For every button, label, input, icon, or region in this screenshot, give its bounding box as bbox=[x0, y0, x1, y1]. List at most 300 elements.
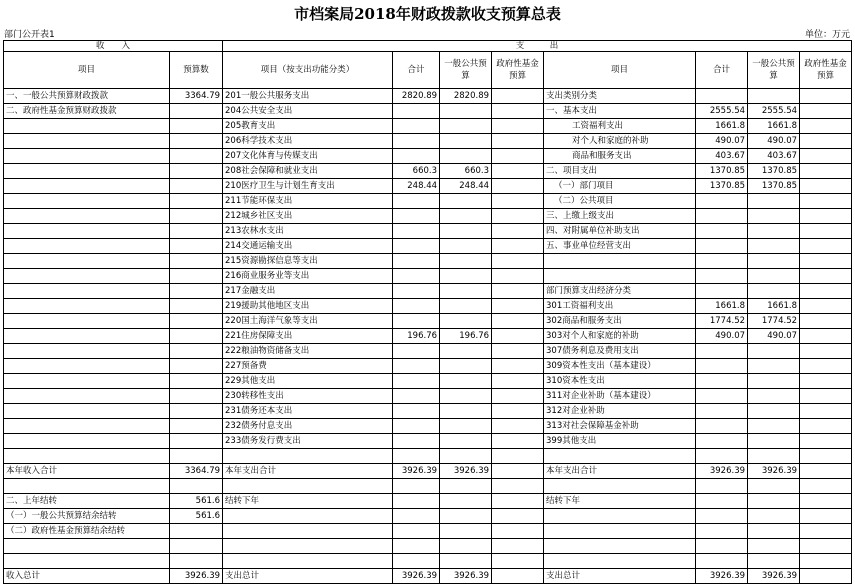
form-number: 部门公开表1 bbox=[4, 30, 55, 40]
econ-fund bbox=[800, 494, 852, 509]
func-fund bbox=[492, 494, 544, 509]
econ-fund bbox=[800, 89, 852, 104]
func-total bbox=[393, 344, 440, 359]
econ-item: 三、上缴上级支出 bbox=[544, 209, 696, 224]
income-value bbox=[170, 404, 223, 419]
econ-total: 2555.54 bbox=[696, 104, 748, 119]
econ-total bbox=[696, 449, 748, 464]
econ-item: 311对企业补助（基本建设） bbox=[544, 389, 696, 404]
func-fund bbox=[492, 479, 544, 494]
table-row bbox=[4, 284, 852, 299]
func-fund bbox=[492, 119, 544, 134]
econ-total: 490.07 bbox=[696, 134, 748, 149]
econ-general bbox=[748, 419, 800, 434]
econ-item: 302商品和服务支出 bbox=[544, 314, 696, 329]
func-general bbox=[440, 509, 492, 524]
econ-total: 1661.8 bbox=[696, 119, 748, 134]
econ-total bbox=[696, 209, 748, 224]
econ-fund bbox=[800, 464, 852, 479]
func-fund bbox=[492, 299, 544, 314]
table-row bbox=[4, 524, 852, 539]
econ-item bbox=[544, 539, 696, 554]
table-row bbox=[4, 434, 852, 449]
func-item: 205教育支出 bbox=[223, 119, 393, 134]
func-fund bbox=[492, 569, 544, 584]
income-item bbox=[4, 194, 170, 209]
table-row bbox=[4, 359, 852, 374]
econ-total: 403.67 bbox=[696, 149, 748, 164]
econ-fund bbox=[800, 329, 852, 344]
table-row bbox=[4, 239, 852, 254]
income-value bbox=[170, 104, 223, 119]
func-total: 3926.39 bbox=[393, 569, 440, 584]
income-item bbox=[4, 179, 170, 194]
table-row bbox=[4, 254, 852, 269]
econ-fund bbox=[800, 359, 852, 374]
func-item: 207文化体育与传媒支出 bbox=[223, 149, 393, 164]
income-item bbox=[4, 329, 170, 344]
econ-fund bbox=[800, 539, 852, 554]
func-item: 213农林水支出 bbox=[223, 224, 393, 239]
income-item bbox=[4, 209, 170, 224]
table-body bbox=[4, 41, 852, 584]
econ-item: 商品和服务支出 bbox=[544, 149, 696, 164]
econ-fund bbox=[800, 104, 852, 119]
header-fund: 政府性基金预算 bbox=[492, 52, 544, 89]
income-value bbox=[170, 179, 223, 194]
func-fund bbox=[492, 134, 544, 149]
func-general: 660.3 bbox=[440, 164, 492, 179]
func-general: 3926.39 bbox=[440, 464, 492, 479]
func-total bbox=[393, 224, 440, 239]
func-total bbox=[393, 104, 440, 119]
econ-general bbox=[748, 209, 800, 224]
func-item: 217金融支出 bbox=[223, 284, 393, 299]
income-value bbox=[170, 434, 223, 449]
func-fund bbox=[492, 524, 544, 539]
income-item: 一、一般公共预算财政拨款 bbox=[4, 89, 170, 104]
func-general: 248.44 bbox=[440, 179, 492, 194]
func-general bbox=[440, 269, 492, 284]
econ-fund bbox=[800, 569, 852, 584]
econ-item: 本年支出合计 bbox=[544, 464, 696, 479]
table-row bbox=[4, 209, 852, 224]
econ-general bbox=[748, 194, 800, 209]
func-item: 232债务付息支出 bbox=[223, 419, 393, 434]
func-general bbox=[440, 224, 492, 239]
income-value bbox=[170, 359, 223, 374]
func-item: 本年支出合计 bbox=[223, 464, 393, 479]
func-fund bbox=[492, 344, 544, 359]
income-value: 3926.39 bbox=[170, 569, 223, 584]
header-general2: 一般公共预算 bbox=[748, 52, 800, 89]
func-general bbox=[440, 539, 492, 554]
header-general: 一般公共预算 bbox=[440, 52, 492, 89]
income-value: 3364.79 bbox=[170, 464, 223, 479]
econ-item: 312对企业补助 bbox=[544, 404, 696, 419]
func-item: 结转下年 bbox=[223, 494, 393, 509]
econ-fund bbox=[800, 284, 852, 299]
table-row bbox=[4, 389, 852, 404]
func-general bbox=[440, 524, 492, 539]
econ-fund bbox=[800, 554, 852, 569]
unit-label: 单位：万元 bbox=[804, 30, 850, 40]
func-item: 222粮油物资储备支出 bbox=[223, 344, 393, 359]
func-fund bbox=[492, 179, 544, 194]
econ-total bbox=[696, 419, 748, 434]
func-item: 219援助其他地区支出 bbox=[223, 299, 393, 314]
econ-fund bbox=[800, 524, 852, 539]
income-value bbox=[170, 134, 223, 149]
func-item: 211节能环保支出 bbox=[223, 194, 393, 209]
econ-general bbox=[748, 269, 800, 284]
income-value bbox=[170, 224, 223, 239]
func-total bbox=[393, 524, 440, 539]
econ-item: 部门预算支出经济分类 bbox=[544, 284, 696, 299]
func-fund bbox=[492, 509, 544, 524]
econ-total bbox=[696, 374, 748, 389]
func-fund bbox=[492, 164, 544, 179]
func-fund bbox=[492, 149, 544, 164]
func-general bbox=[440, 209, 492, 224]
func-fund bbox=[492, 194, 544, 209]
func-item: 208社会保障和就业支出 bbox=[223, 164, 393, 179]
econ-general: 1661.8 bbox=[748, 299, 800, 314]
func-fund bbox=[492, 209, 544, 224]
func-total: 248.44 bbox=[393, 179, 440, 194]
econ-item bbox=[544, 554, 696, 569]
econ-fund bbox=[800, 389, 852, 404]
income-value: 3364.79 bbox=[170, 89, 223, 104]
econ-general: 3926.39 bbox=[748, 464, 800, 479]
func-general bbox=[440, 554, 492, 569]
econ-item: 支出类别分类 bbox=[544, 89, 696, 104]
func-fund bbox=[492, 449, 544, 464]
func-general bbox=[440, 299, 492, 314]
econ-fund bbox=[800, 149, 852, 164]
income-value: 561.6 bbox=[170, 509, 223, 524]
table-row bbox=[4, 119, 852, 134]
func-fund bbox=[492, 284, 544, 299]
income-item bbox=[4, 479, 170, 494]
func-general bbox=[440, 134, 492, 149]
header-item: 项目 bbox=[4, 52, 170, 89]
econ-general: 2555.54 bbox=[748, 104, 800, 119]
econ-total bbox=[696, 554, 748, 569]
econ-total: 1774.52 bbox=[696, 314, 748, 329]
table-row bbox=[4, 539, 852, 554]
income-value bbox=[170, 554, 223, 569]
econ-general bbox=[748, 479, 800, 494]
func-item: 227预备费 bbox=[223, 359, 393, 374]
func-total bbox=[393, 239, 440, 254]
func-total bbox=[393, 434, 440, 449]
econ-item: 399其他支出 bbox=[544, 434, 696, 449]
func-total bbox=[393, 509, 440, 524]
func-item: 206科学技术支出 bbox=[223, 134, 393, 149]
econ-fund bbox=[800, 179, 852, 194]
econ-fund bbox=[800, 209, 852, 224]
func-general bbox=[440, 194, 492, 209]
econ-fund bbox=[800, 374, 852, 389]
income-item bbox=[4, 419, 170, 434]
income-item bbox=[4, 434, 170, 449]
table-row bbox=[4, 554, 852, 569]
func-general bbox=[440, 434, 492, 449]
func-total bbox=[393, 284, 440, 299]
func-fund bbox=[492, 419, 544, 434]
income-value bbox=[170, 419, 223, 434]
income-item bbox=[4, 374, 170, 389]
income-item: 本年收入合计 bbox=[4, 464, 170, 479]
econ-item: 支出总计 bbox=[544, 569, 696, 584]
income-item: （二）政府性基金预算结余结转 bbox=[4, 524, 170, 539]
table-row bbox=[4, 449, 852, 464]
header-fund2: 政府性基金预算 bbox=[800, 52, 852, 89]
econ-fund bbox=[800, 134, 852, 149]
income-item bbox=[4, 119, 170, 134]
income-item bbox=[4, 539, 170, 554]
econ-item: 对个人和家庭的补助 bbox=[544, 134, 696, 149]
income-value bbox=[170, 314, 223, 329]
econ-item bbox=[544, 449, 696, 464]
func-total bbox=[393, 359, 440, 374]
income-item: （一）一般公共预算结余结转 bbox=[4, 509, 170, 524]
func-item: 210医疗卫生与计划生育支出 bbox=[223, 179, 393, 194]
econ-fund bbox=[800, 194, 852, 209]
econ-general: 1370.85 bbox=[748, 179, 800, 194]
econ-fund bbox=[800, 164, 852, 179]
func-fund bbox=[492, 359, 544, 374]
income-value bbox=[170, 269, 223, 284]
func-item: 230转移性支出 bbox=[223, 389, 393, 404]
func-total: 3926.39 bbox=[393, 464, 440, 479]
func-item bbox=[223, 539, 393, 554]
econ-item: 310资本性支出 bbox=[544, 374, 696, 389]
func-item: 204公共安全支出 bbox=[223, 104, 393, 119]
econ-total bbox=[696, 479, 748, 494]
func-general bbox=[440, 284, 492, 299]
income-item bbox=[4, 224, 170, 239]
econ-general bbox=[748, 449, 800, 464]
econ-total bbox=[696, 434, 748, 449]
func-general bbox=[440, 404, 492, 419]
econ-total bbox=[696, 524, 748, 539]
income-item bbox=[4, 344, 170, 359]
income-value: 561.6 bbox=[170, 494, 223, 509]
econ-general: 490.07 bbox=[748, 329, 800, 344]
header-func-item: 项目（按支出功能分类） bbox=[223, 52, 393, 89]
econ-general bbox=[748, 344, 800, 359]
econ-general bbox=[748, 374, 800, 389]
func-general bbox=[440, 449, 492, 464]
econ-total bbox=[696, 224, 748, 239]
income-item bbox=[4, 239, 170, 254]
econ-total bbox=[696, 344, 748, 359]
econ-fund bbox=[800, 434, 852, 449]
econ-total bbox=[696, 89, 748, 104]
econ-total bbox=[696, 389, 748, 404]
table-row bbox=[4, 179, 852, 194]
header-budget: 预算数 bbox=[170, 52, 223, 89]
page-title: 市档案局2018年财政拨款收支预算总表 bbox=[294, 5, 561, 23]
func-item: 支出总计 bbox=[223, 569, 393, 584]
func-fund bbox=[492, 224, 544, 239]
income-item: 收入总计 bbox=[4, 569, 170, 584]
func-item: 215资源勘探信息等支出 bbox=[223, 254, 393, 269]
econ-total bbox=[696, 194, 748, 209]
econ-total bbox=[696, 539, 748, 554]
econ-general bbox=[748, 509, 800, 524]
econ-general bbox=[748, 494, 800, 509]
func-general bbox=[440, 359, 492, 374]
income-item bbox=[4, 269, 170, 284]
func-item: 229其他支出 bbox=[223, 374, 393, 389]
income-item bbox=[4, 404, 170, 419]
econ-general bbox=[748, 389, 800, 404]
func-item bbox=[223, 449, 393, 464]
income-item bbox=[4, 254, 170, 269]
econ-total bbox=[696, 254, 748, 269]
income-value bbox=[170, 524, 223, 539]
table-row bbox=[4, 329, 852, 344]
func-item bbox=[223, 509, 393, 524]
header-total: 合计 bbox=[393, 52, 440, 89]
econ-general bbox=[748, 89, 800, 104]
econ-item: 309资本性支出（基本建设） bbox=[544, 359, 696, 374]
econ-general: 403.67 bbox=[748, 149, 800, 164]
econ-item: 313对社会保障基金补助 bbox=[544, 419, 696, 434]
econ-item: 一、基本支出 bbox=[544, 104, 696, 119]
func-general: 2820.89 bbox=[440, 89, 492, 104]
econ-total bbox=[696, 269, 748, 284]
econ-item: 303对个人和家庭的补助 bbox=[544, 329, 696, 344]
func-item: 212城乡社区支出 bbox=[223, 209, 393, 224]
header-item2: 项目 bbox=[544, 52, 696, 89]
table-row bbox=[4, 194, 852, 209]
econ-general bbox=[748, 359, 800, 374]
func-fund bbox=[492, 104, 544, 119]
income-value bbox=[170, 254, 223, 269]
econ-general: 3926.39 bbox=[748, 569, 800, 584]
econ-general bbox=[748, 254, 800, 269]
econ-item bbox=[544, 254, 696, 269]
table-row bbox=[4, 104, 852, 119]
func-total bbox=[393, 254, 440, 269]
income-value bbox=[170, 194, 223, 209]
econ-general bbox=[748, 224, 800, 239]
func-general bbox=[440, 239, 492, 254]
func-total bbox=[393, 269, 440, 284]
income-item bbox=[4, 554, 170, 569]
income-value bbox=[170, 449, 223, 464]
econ-total: 1661.8 bbox=[696, 299, 748, 314]
func-fund bbox=[492, 269, 544, 284]
econ-total bbox=[696, 404, 748, 419]
func-general bbox=[440, 254, 492, 269]
func-general bbox=[440, 419, 492, 434]
func-general: 196.76 bbox=[440, 329, 492, 344]
func-fund bbox=[492, 434, 544, 449]
table-row bbox=[4, 164, 852, 179]
func-general bbox=[440, 374, 492, 389]
func-total bbox=[393, 479, 440, 494]
income-item bbox=[4, 284, 170, 299]
econ-item: 301工资福利支出 bbox=[544, 299, 696, 314]
table-row bbox=[4, 374, 852, 389]
econ-fund bbox=[800, 344, 852, 359]
income-item: 二、政府性基金预算财政拨款 bbox=[4, 104, 170, 119]
econ-general bbox=[748, 239, 800, 254]
func-general bbox=[440, 479, 492, 494]
econ-total: 3926.39 bbox=[696, 464, 748, 479]
func-item: 231债务还本支出 bbox=[223, 404, 393, 419]
econ-general bbox=[748, 524, 800, 539]
econ-fund bbox=[800, 314, 852, 329]
econ-item: 四、对附属单位补助支出 bbox=[544, 224, 696, 239]
table-row bbox=[4, 404, 852, 419]
func-item: 201一般公共服务支出 bbox=[223, 89, 393, 104]
econ-fund bbox=[800, 119, 852, 134]
income-value bbox=[170, 284, 223, 299]
econ-item: 五、事业单位经营支出 bbox=[544, 239, 696, 254]
econ-item: 二、项目支出 bbox=[544, 164, 696, 179]
func-total bbox=[393, 299, 440, 314]
income-item bbox=[4, 134, 170, 149]
income-value bbox=[170, 164, 223, 179]
income-item bbox=[4, 149, 170, 164]
econ-fund bbox=[800, 254, 852, 269]
econ-item bbox=[544, 509, 696, 524]
econ-general: 1661.8 bbox=[748, 119, 800, 134]
income-item bbox=[4, 389, 170, 404]
table-row bbox=[4, 479, 852, 494]
func-general bbox=[440, 494, 492, 509]
func-fund bbox=[492, 389, 544, 404]
econ-item: 307债务利息及费用支出 bbox=[544, 344, 696, 359]
econ-fund bbox=[800, 449, 852, 464]
func-item bbox=[223, 554, 393, 569]
econ-item: 工资福利支出 bbox=[544, 119, 696, 134]
func-general bbox=[440, 104, 492, 119]
func-total bbox=[393, 149, 440, 164]
func-total bbox=[393, 314, 440, 329]
func-item: 233债务发行费支出 bbox=[223, 434, 393, 449]
func-total bbox=[393, 374, 440, 389]
income-item bbox=[4, 299, 170, 314]
func-fund bbox=[492, 374, 544, 389]
income-value bbox=[170, 209, 223, 224]
econ-general bbox=[748, 434, 800, 449]
econ-general bbox=[748, 284, 800, 299]
econ-item: （一）部门项目 bbox=[544, 179, 696, 194]
func-fund bbox=[492, 314, 544, 329]
column-header-row bbox=[4, 52, 852, 89]
income-value bbox=[170, 539, 223, 554]
econ-item bbox=[544, 524, 696, 539]
econ-fund bbox=[800, 269, 852, 284]
econ-fund bbox=[800, 479, 852, 494]
econ-item bbox=[544, 269, 696, 284]
table-row bbox=[4, 89, 852, 104]
income-item bbox=[4, 164, 170, 179]
expenditure-section-label: 支 出 bbox=[223, 41, 852, 52]
income-value bbox=[170, 374, 223, 389]
func-fund bbox=[492, 239, 544, 254]
econ-general bbox=[748, 539, 800, 554]
econ-fund bbox=[800, 419, 852, 434]
econ-total: 3926.39 bbox=[696, 569, 748, 584]
